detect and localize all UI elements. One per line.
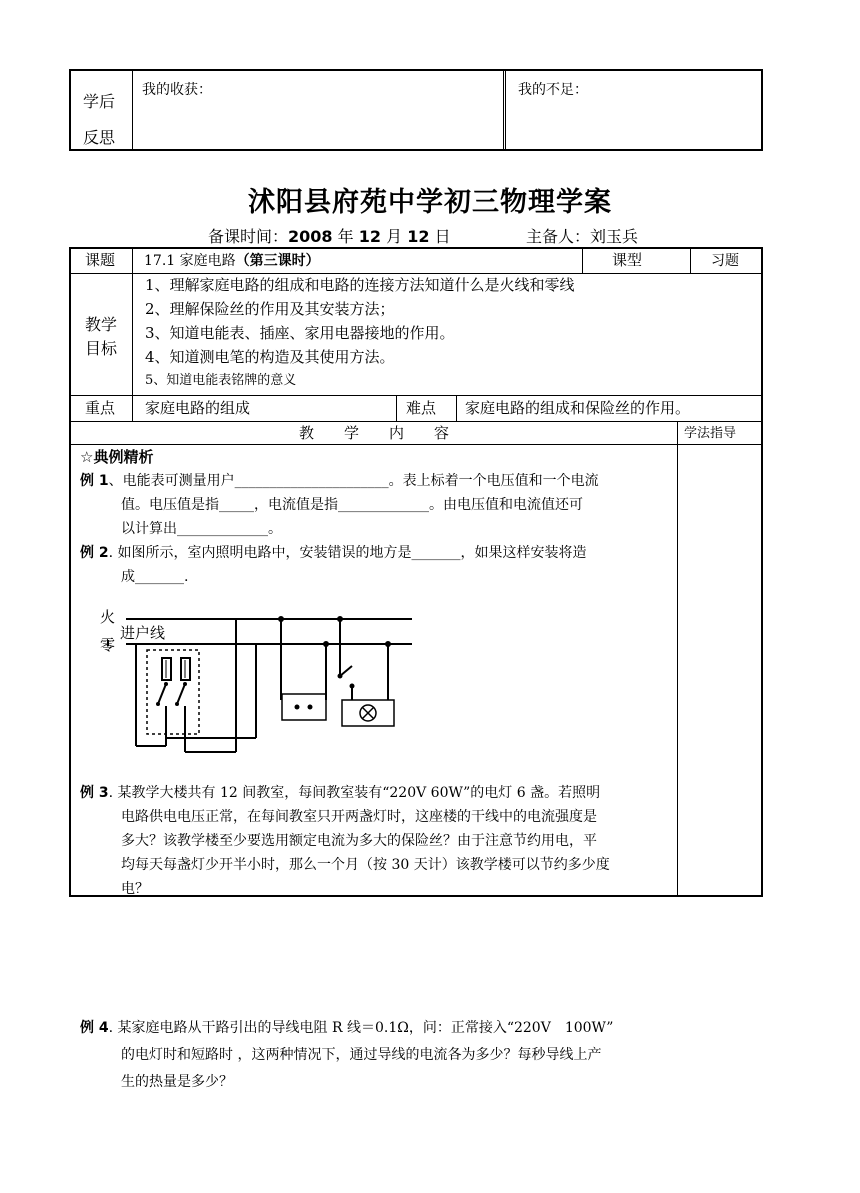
goal-item: 4、知道测电笔的构造及其使用方法。 [145,348,395,366]
prep-time [208,224,451,247]
lesson-type: 习题 [711,253,739,269]
prep-time-day: 12 [407,227,430,246]
example-4-tag: 例 4 [80,1020,109,1036]
gains-cell[interactable] [134,71,506,149]
example-1-line2: 值。电压值是指_____，电流值是指_____________。由电压值和电流值还可 [121,497,583,513]
goal-item: 1、理解家庭电路的组成和电路的连接方法知道什么是火线和零线 [145,276,575,294]
circuit-diagram [96,606,416,766]
preparer-label: 主备人： [526,227,591,246]
fire-label: 火 [100,608,116,626]
example-2-line2: 成_______. [121,569,189,585]
zero-label: 零 [100,636,116,654]
year-char: 年 [337,227,354,246]
example-1-line1: 、电能表可测量用户______________________。表上标着一个电压值和一个电流 [108,473,599,489]
topic-text: 17.1 家庭电路 [144,253,236,269]
topic-label: 课题 [85,251,116,269]
prep-time-year: 2008 [288,227,333,246]
goal-item: 3、知道电能表、插座、家用电器接地的作用。 [145,324,455,342]
section-title: ☆典例精析 [80,448,154,466]
prep-time-month: 12 [358,227,382,246]
method-header: 学法指导 [684,426,737,441]
switch-blade-1 [158,684,166,704]
example-3-tag: 例 3 [80,785,109,801]
goals-label-line2: 目标 [85,339,118,358]
key-point-label: 重点 [85,399,116,417]
goals-label [85,313,117,361]
difficulty: 家庭电路的组成和保险丝的作用。 [465,399,691,417]
day-char: 日 [434,227,451,246]
example-3-line4: 均每天每盏灯少开半小时，那么一个月（按 30 天计）该教学楼可以节约多少度 [121,857,610,873]
topic-session: （第三课时） [235,253,320,269]
goal-item: 2、理解保险丝的作用及其安装方法； [145,300,395,318]
example-3-line5: 电？ [121,881,149,897]
entry-wire-label: 进户线 [120,624,166,642]
example-4 [80,1015,675,1096]
example-1 [80,469,675,541]
example-4-line3: 生的热量是多少？ [121,1074,233,1090]
difficulty-label: 难点 [406,399,437,417]
content-header: 教 学 内 容 [298,424,449,442]
prep-time-label: 备课时间： [208,227,289,246]
topic [144,251,320,271]
preparer [526,224,638,247]
example-1-tag: 例 1 [80,473,109,489]
socket-box [282,694,326,720]
example-2 [80,541,675,589]
example-3-line1: . 某教学大楼共有 12 间教室，每间教室装有“220V 60W”的电灯 6 盏。若照明 [108,785,601,801]
example-3 [80,781,675,901]
reflection-table [69,69,763,151]
example-3-line2: 电路供电电压正常，在每间教室只开两盏灯时，这座楼的干线中的电流强度是 [121,809,597,825]
example-3-line3: 多大？该教学楼至少要选用额定电流为多大的保险丝？由于注意节约用电，平 [121,833,597,849]
gains-label: 我的收获： [142,82,212,98]
reflection-label-cell [71,71,133,149]
goals-list [145,273,575,393]
shortfalls-cell[interactable] [510,71,761,149]
page-title: 沭阳县府苑中学初三物理学案 [248,187,612,218]
key-point: 家庭电路的组成 [145,399,251,417]
fuse-switch-box [147,650,199,734]
reflection-label-line2: 反思 [83,128,116,147]
socket-hole-1 [295,705,300,710]
example-4-line2: 的电灯时和短路时 ，这两种情况下，通过导线的电流各为多少？每秒导线上产 [121,1047,602,1063]
switch-blade-2 [177,684,185,704]
example-2-tag: 例 2 [80,545,109,561]
preparer-name: 刘玉兵 [590,227,639,246]
shortfalls-label: 我的不足： [518,82,588,98]
example-1-line3: 以计算出_____________。 [121,521,282,537]
type-label: 课型 [612,251,643,269]
goals-label-line1: 教学 [85,315,118,334]
socket-hole-2 [308,705,313,710]
goal-item: 5、知道电能表铭牌的意义 [145,373,297,388]
example-2-line1: . 如图所示，室内照明电路中，安装错误的地方是_______，如果这样安装将造 [108,545,587,561]
lesson-table [69,247,763,1090]
reflection-label-line1: 学后 [83,92,116,111]
month-char: 月 [386,227,403,246]
example-4-line1: . 某家庭电路从干路引出的导线电阻 R 线＝0.1Ω，问：正常接入“220V 100W” [108,1020,614,1036]
